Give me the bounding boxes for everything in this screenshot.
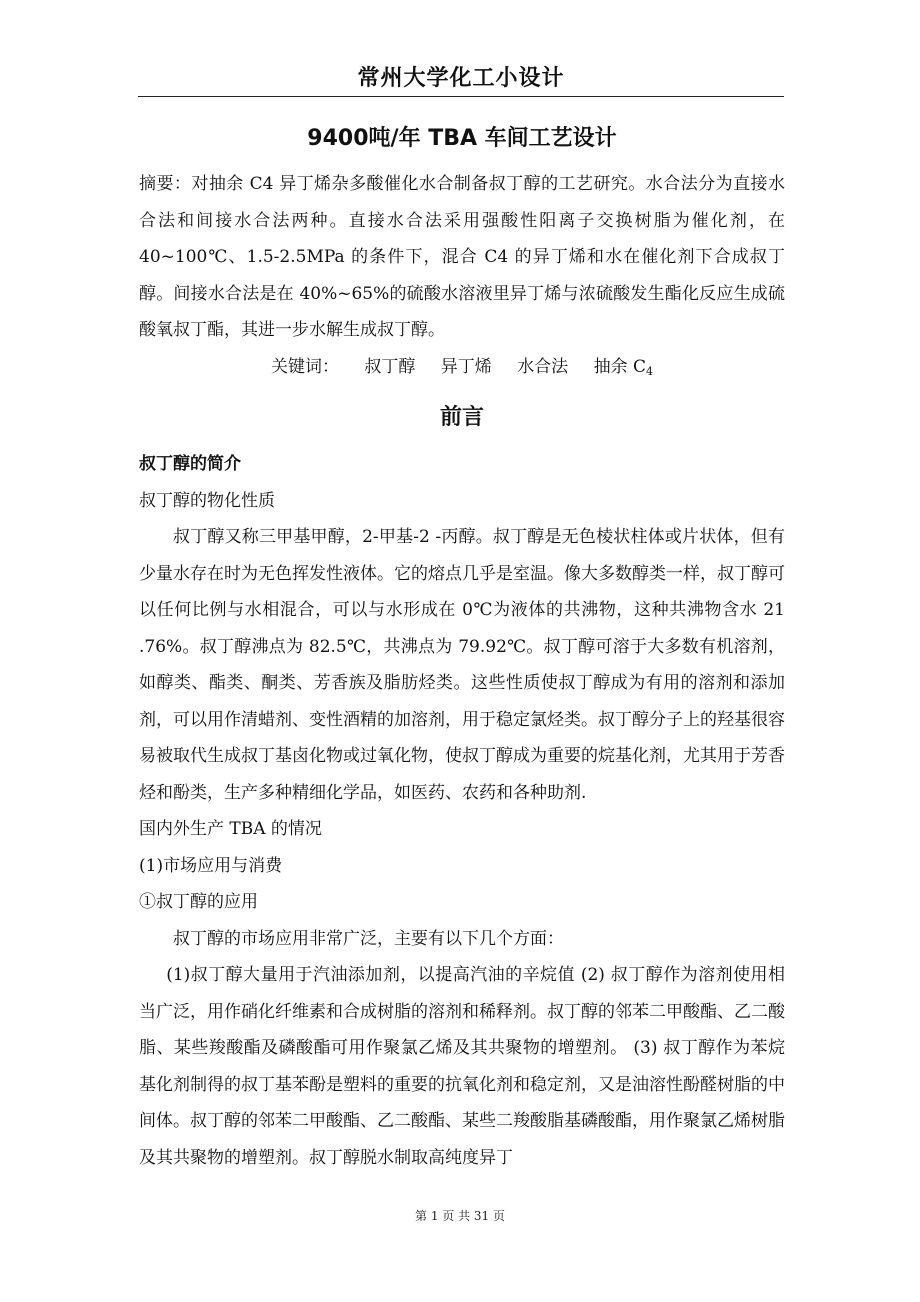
application-heading: ①叔丁醇的应用 — [139, 892, 258, 912]
document-body — [139, 112, 785, 1176]
header-divider — [138, 96, 784, 97]
abstract-paragraph: 摘要：对抽余 C4 异丁烯杂多酸催化水合制备叔丁醇的工艺研究。水合法分为直接水合法和间接水合法两种。直接水合法采用强酸性阳离子交换树脂为催化剂，在 40~100℃、1.5-2.5MPa 的条件下，混合 C4 的异丁烯和水在催化剂下合成叔丁醇。间接水合法是在 40%~65%的硫酸水溶液里异丁烯与浓硫酸发生酯化反应生成硫酸氧叔丁酯，其进一步水解生成叔丁醇。 — [139, 174, 785, 340]
properties-heading: 叔丁醇的物化性质 — [139, 490, 275, 511]
application-paragraph: (1)叔丁醇大量用于汽油添加剂，以提高汽油的辛烷值 (2) 叔丁醇作为溶剂使用相当广泛，用作硝化纤维素和合成树脂的溶剂和稀释剂。叔丁醇的邻苯二甲酸酯、乙二酸脂、某些羧酸酯及磷酸酯可用作聚氯乙烯及其共聚物的增塑剂。 (3) 叔丁醇作为苯烷基化剂制得的叔丁基苯酚是塑料的重要的抗氧化剂和稳定剂，又是油溶性酚醛树脂的中间体。叔丁醇的邻苯二甲酸酯、乙二酸酯、某些二羧酸脂基磷酸酯，用作聚氯乙烯树脂及其共聚物的增塑剂。叔丁醇脱水制取高纯度异丁 — [139, 965, 785, 1168]
running-header: 常州大学化工小设计 — [357, 65, 565, 91]
keyword-item: 叔丁醇 — [364, 356, 416, 377]
application-intro: 叔丁醇的市场应用非常广泛，主要有以下几个方面： — [173, 928, 564, 949]
keywords-line — [139, 349, 785, 391]
properties-paragraph: 叔丁醇又称三甲基甲醇，2-甲基-2 -丙醇。叔丁醇是无色棱状柱体或片状体，但有少量水存在时为无色挥发性液体。它的熔点几乎是室温。像大多数醇类一样，叔丁醇可以任何比例与水相混合，可以与水形成在 0℃为液体的共沸物，这种共沸物含水 21 .76%。叔丁醇沸点为 82.5℃，共沸点为 79.92℃。叔丁醇可溶于大多数有机溶剂，如醇类、酯类、酮类、芳香族及脂肪烃类。这些性质使叔丁醇成为有用的溶剂和添加剂，可以用作清蜡剂、变性酒精的加溶剂，用于稳定氯烃类。叔丁醇分子上的羟基很容易被取代生成叔丁基卤化物或过氧化物，使叔丁醇成为重要的烷基化剂，尤其用于芳香烃和酚类，生产多种精细化学品，如医药、农药和各种助剂. — [139, 527, 785, 803]
keywords-label: 关键词： — [270, 356, 339, 377]
keyword-subscript: 4 — [646, 364, 654, 378]
domestic-heading: 国内外生产 TBA 的情况 — [139, 819, 322, 839]
keyword-text: 抽余 C — [593, 356, 647, 377]
keyword-item: 水合法 — [517, 356, 569, 377]
keyword-item — [594, 357, 653, 377]
preface-heading: 前言 — [439, 404, 484, 430]
document-title: 9400吨/年 TBA 车间工艺设计 — [307, 126, 617, 151]
section-heading: 叔丁醇的简介 — [139, 454, 241, 474]
page-footer: 第 1 页 共 31 页 — [415, 1209, 505, 1223]
market-heading: (1)市场应用与消费 — [139, 855, 283, 876]
keyword-item: 异丁烯 — [440, 356, 492, 377]
